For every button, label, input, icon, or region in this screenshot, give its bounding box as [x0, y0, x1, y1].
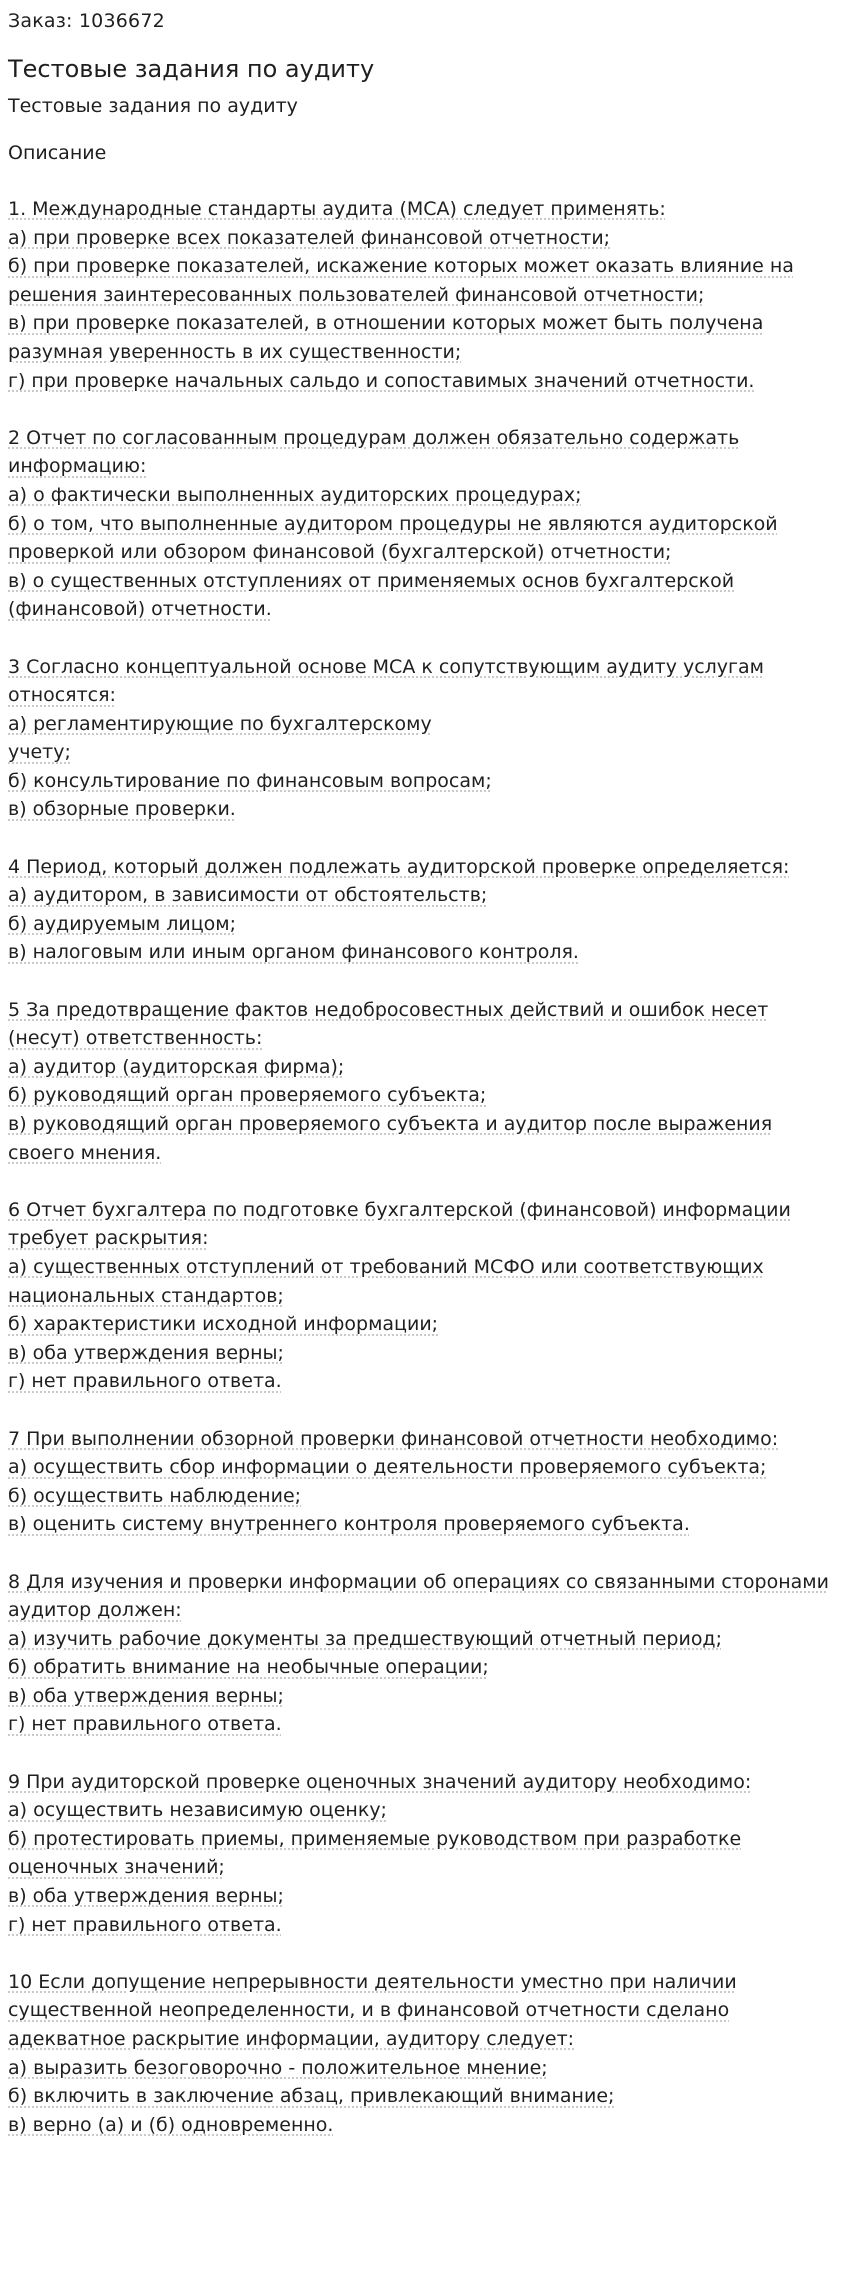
description-line: разумная уверенность в их существенности;: [8, 340, 462, 363]
description-line: (несут) ответственность:: [8, 1027, 263, 1050]
description-line: б) при проверке показателей, искажение которых может оказать влияние на: [8, 255, 794, 278]
description-line: в) обзорные проверки.: [8, 798, 236, 821]
description-line: а) осуществить независимую оценку;: [8, 1799, 387, 1822]
description-line: б) консультирование по финансовым вопросам;: [8, 769, 492, 792]
description-line: национальных стандартов;: [8, 1284, 284, 1307]
description-line: (финансовой) отчетности.: [8, 598, 272, 621]
description-line: 8 Для изучения и проверки информации об операциях со связанными сторонами: [8, 1570, 829, 1593]
description-line: г) нет правильного ответа.: [8, 1913, 282, 1936]
description-line: б) осуществить наблюдение;: [8, 1484, 302, 1507]
description-line: в) при проверке показателей, в отношении которых может быть получена: [8, 312, 764, 335]
description-line: 4 Период, который должен подлежать аудиторской проверке определяется:: [8, 855, 790, 878]
description-line: адекватное раскрытие информации, аудитору следует:: [8, 2028, 575, 2050]
description-line: своего мнения.: [8, 1141, 162, 1164]
description-line: в) оценить систему внутреннего контроля проверяемого субъекта.: [8, 1513, 690, 1536]
description-body: [8, 195, 839, 2139]
description-line: в) оба утверждения верны;: [8, 1885, 284, 1908]
description-line: г) при проверке начальных сальдо и сопоставимых значений отчетности.: [8, 369, 755, 392]
description-line: решения заинтересованных пользователей финансовой отчетности;: [8, 283, 705, 306]
description-line: 6 Отчет бухгалтера по подготовке бухгалтерской (финансовой) информации: [8, 1198, 791, 1221]
description-line: г) нет правильного ответа.: [8, 1370, 282, 1393]
description-line: а) регламентирующие по бухгалтерскому: [8, 712, 432, 735]
description-line: в) оба утверждения верны;: [8, 1341, 284, 1364]
description-line: аудитор должен:: [8, 1599, 182, 1622]
order-number: Заказ: 1036672: [8, 10, 165, 32]
description-line: 3 Согласно концептуальной основе МСА к сопутствующим аудиту услугам: [8, 655, 765, 678]
description-line: б) о том, что выполненные аудитором процедуры не являются аудиторской: [8, 512, 778, 535]
description-line: в) верно (а) и (б) одновременно.: [8, 2113, 334, 2136]
description-line: проверкой или обзором финансовой (бухгалтерской) отчетности;: [8, 541, 672, 564]
blank-line: [8, 824, 839, 853]
page-subtitle: Тестовые задания по аудиту: [8, 95, 298, 117]
description-line: информацию:: [8, 455, 147, 478]
description-line: 2 Отчет по согласованным процедурам должен обязательно содержать: [8, 426, 740, 449]
blank-line: [8, 1396, 839, 1425]
description-line: а) существенных отступлений от требований МСФО или соответствующих: [8, 1255, 764, 1278]
description-line: в) налоговым или иным органом финансового контроля.: [8, 941, 579, 964]
description-line: в) руководящий орган проверяемого субъекта и аудитор после выражения: [8, 1113, 773, 1135]
blank-line: [8, 1939, 839, 1968]
description-line: б) включить в заключение абзац, привлекающий внимание;: [8, 2085, 615, 2108]
description-line: а) аудитор (аудиторская фирма);: [8, 1055, 345, 1078]
description-line: 7 При выполнении обзорной проверки финансовой отчетности необходимо:: [8, 1427, 779, 1450]
blank-line: [8, 1167, 839, 1196]
description-line: б) руководящий орган проверяемого субъекта;: [8, 1084, 487, 1107]
description-line: относятся:: [8, 684, 116, 707]
description-line: б) аудируемым лицом;: [8, 912, 237, 935]
description-line: г) нет правильного ответа.: [8, 1713, 282, 1736]
page-title: Тестовые задания по аудиту: [8, 55, 375, 83]
description-line: в) оба утверждения верны;: [8, 1684, 284, 1707]
blank-line: [8, 624, 839, 653]
description-line: 9 При аудиторской проверке оценочных значений аудитору необходимо:: [8, 1770, 752, 1793]
description-line: а) о фактически выполненных аудиторских процедурах;: [8, 483, 582, 506]
blank-line: [8, 1739, 839, 1768]
description-line: а) аудитором, в зависимости от обстоятельств;: [8, 884, 488, 907]
description-line: а) осуществить сбор информации о деятельности проверяемого субъекта;: [8, 1456, 767, 1479]
description-line: 10 Если допущение непрерывности деятельности уместно при наличии: [8, 1970, 737, 1993]
blank-line: [8, 967, 839, 996]
description-line: существенной неопределенности, и в финансовой отчетности сделано: [8, 1999, 730, 2022]
description-line: а) при проверке всех показателей финансовой отчетности;: [8, 226, 611, 249]
description-line: а) выразить безоговорочно - положительное мнение;: [8, 2056, 548, 2079]
description-line: 5 За предотвращение фактов недобросовестных действий и ошибок несет: [8, 998, 769, 1021]
description-line: оценочных значений;: [8, 1856, 225, 1879]
description-line: требует раскрытия:: [8, 1227, 209, 1250]
description-line: б) обратить внимание на необычные операции;: [8, 1656, 489, 1679]
description-line: учету;: [8, 741, 71, 764]
blank-line: [8, 395, 839, 424]
description-line: в) о существенных отступлениях от применяемых основ бухгалтерской: [8, 569, 735, 592]
description-line: 1. Международные стандарты аудита (МСА) следует применять:: [8, 198, 666, 220]
description-line: а) изучить рабочие документы за предшествующий отчетный период;: [8, 1627, 722, 1650]
description-line: б) характеристики исходной информации;: [8, 1313, 439, 1336]
description-line: б) протестировать приемы, применяемые руководством при разработке: [8, 1827, 742, 1850]
description-label: Описание: [8, 142, 107, 164]
blank-line: [8, 1539, 839, 1568]
